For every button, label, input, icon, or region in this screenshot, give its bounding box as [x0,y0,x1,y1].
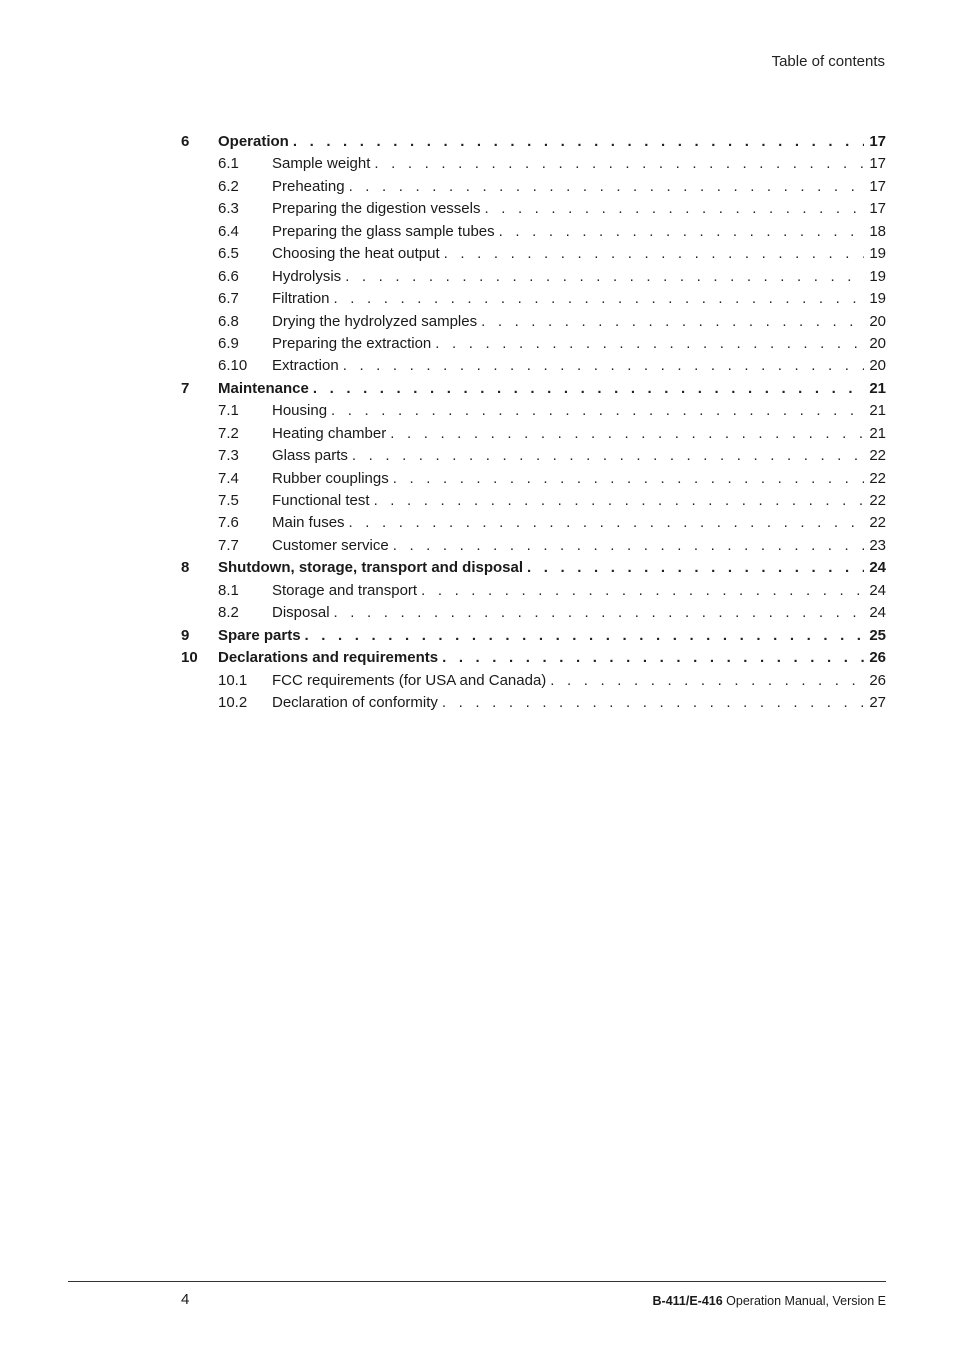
toc-entry-page: 23 [869,536,886,554]
toc-section-row[interactable] [181,692,886,714]
toc-entry-page: 17 [869,133,886,150]
toc-dot-leader [435,333,864,355]
toc-chapter-row[interactable] [181,625,886,647]
toc-section-row[interactable] [181,423,886,445]
toc-entry-number: 7.4 [218,469,239,487]
toc-entry-page: 22 [869,492,886,509]
toc-entry-number: 7.1 [218,402,239,420]
toc-section-row[interactable] [181,266,886,288]
toc-dot-leader [374,153,864,175]
toc-entry-number: 10.2 [218,693,248,711]
toc-entry-number: 6.10 [218,357,248,375]
toc-section-row[interactable] [181,243,886,265]
toc-section-row[interactable] [181,333,886,355]
toc-entry-page: 19 [869,290,886,308]
toc-entry-page: 21 [869,424,886,442]
toc-entry-page: 22 [869,514,886,532]
toc-section-row[interactable] [181,198,886,220]
toc-section-row[interactable] [181,535,886,557]
toc-section-row[interactable] [181,288,886,310]
toc-entry-page: 19 [869,267,886,285]
toc-entry-number: 6.2 [218,177,239,195]
toc-dot-leader [442,692,864,714]
toc-entry-title: Sample weight [272,155,371,173]
toc-dot-leader [345,266,864,288]
toc-entry-page: 21 [869,402,886,420]
toc-dot-leader [331,400,864,422]
toc-entry-number: 6.1 [218,155,239,173]
toc-entry-title: Preparing the digestion vessels [272,200,481,218]
toc-section-row[interactable] [181,580,886,602]
toc-dot-leader [499,221,864,243]
toc-entry-number: 6.7 [218,290,239,308]
toc-dot-leader [484,198,864,220]
toc-dot-leader [334,288,864,310]
toc-section-row[interactable] [181,221,886,243]
toc-entry-title: FCC requirements (for USA and Canada) [272,671,547,689]
toc-dot-leader [334,602,864,624]
toc-entry-number: 10.1 [218,671,248,689]
footer-divider [68,1281,886,1282]
table-of-contents [181,131,886,714]
toc-entry-title: Main fuses [272,514,345,532]
toc-entry-title: Heating chamber [272,424,387,442]
toc-entry-title: Extraction [272,357,339,375]
footer-model: B-411/E-416 [652,1294,723,1308]
toc-dot-leader [343,355,864,377]
toc-chapter-row[interactable] [181,378,886,400]
toc-dot-leader [390,423,864,445]
toc-entry-number: 6.9 [218,334,239,352]
toc-entry-number: 8 [181,559,190,577]
toc-entry-title: Preheating [272,177,345,195]
toc-entry-title: Declarations and requirements [218,649,439,667]
toc-dot-leader [293,131,864,153]
toc-entry-title: Maintenance [218,379,309,397]
toc-entry-page: 24 [869,559,886,577]
toc-entry-page: 18 [869,222,886,240]
toc-dot-leader [527,557,864,579]
footer-manual-text: Operation Manual, Version E [722,1294,886,1308]
toc-entry-number: 8.2 [218,604,239,622]
toc-entry-page: 17 [869,200,886,218]
toc-entry-number: 7.5 [218,492,239,509]
toc-section-row[interactable] [181,400,886,422]
toc-entry-page: 22 [869,447,886,465]
toc-entry-number: 6.4 [218,222,239,240]
toc-entry-number: 6.6 [218,267,239,285]
toc-entry-number: 7.6 [218,514,239,532]
toc-entry-title: Drying the hydrolyzed samples [272,312,478,330]
toc-entry-number: 6 [181,133,190,150]
toc-entry-number: 6.5 [218,245,239,263]
toc-entry-page: 19 [869,245,886,263]
footer-manual-title [653,1294,886,1308]
toc-entry-page: 24 [869,604,886,622]
toc-section-row[interactable] [181,670,886,692]
toc-section-row[interactable] [181,468,886,490]
toc-entry-title: Choosing the heat output [272,245,440,263]
toc-entry-page: 26 [869,671,886,689]
toc-section-row[interactable] [181,153,886,175]
toc-entry-number: 7.7 [218,536,239,554]
running-header-title: Table of contents [771,53,885,70]
toc-dot-leader [313,378,864,400]
toc-entry-page: 24 [869,581,886,599]
toc-section-row[interactable] [181,490,886,512]
toc-entry-title: Rubber couplings [272,469,389,487]
toc-dot-leader [305,625,864,647]
toc-entry-title: Customer service [272,536,389,554]
toc-section-row[interactable] [181,355,886,377]
toc-entry-page: 27 [869,693,886,711]
toc-entry-title: Shutdown, storage, transport and disposal [218,559,524,577]
toc-chapter-row[interactable] [181,647,886,669]
toc-entry-number: 6.8 [218,312,239,330]
footer-page-number: 4 [181,1291,190,1308]
toc-entry-page: 20 [869,334,886,352]
toc-entry-page: 20 [869,312,886,330]
toc-section-row[interactable] [181,445,886,467]
toc-entry-number: 6.3 [218,200,239,218]
toc-entry-title: Spare parts [218,626,301,644]
toc-dot-leader [442,647,864,669]
toc-entry-title: Declaration of conformity [272,693,438,711]
toc-entry-page: 20 [869,357,886,375]
toc-entry-number: 7.2 [218,424,239,442]
toc-section-row[interactable] [181,602,886,624]
toc-entry-title: Filtration [272,290,330,308]
toc-section-row[interactable] [181,311,886,333]
toc-entry-title: Storage and transport [272,581,418,599]
toc-dot-leader [550,670,864,692]
toc-entry-page: 25 [869,626,886,644]
toc-entry-page: 17 [869,177,886,195]
toc-entry-title: Functional test [272,492,370,509]
toc-entry-page: 26 [869,649,886,667]
toc-dot-leader [349,176,864,198]
toc-entry-title: Preparing the glass sample tubes [272,222,495,240]
toc-entry-title: Hydrolysis [272,267,342,285]
toc-entry-title: Operation [218,133,289,150]
toc-dot-leader [421,580,864,602]
toc-dot-leader [374,490,864,512]
toc-dot-leader [481,311,864,333]
toc-entry-title: Preparing the extraction [272,334,432,352]
toc-entry-title: Disposal [272,604,330,622]
toc-dot-leader [444,243,864,265]
toc-entry-title: Glass parts [272,447,348,465]
toc-dot-leader [393,468,864,490]
toc-entry-number: 7.3 [218,447,239,465]
toc-entry-number: 8.1 [218,581,239,599]
toc-entry-number: 7 [181,379,190,397]
toc-entry-title: Housing [272,402,328,420]
toc-entry-page: 22 [869,469,886,487]
toc-section-row[interactable] [181,512,886,534]
toc-dot-leader [349,512,864,534]
toc-section-row[interactable] [181,176,886,198]
toc-dot-leader [352,445,864,467]
toc-entry-number: 10 [181,649,198,667]
toc-entry-number: 9 [181,626,190,644]
toc-chapter-row[interactable] [181,557,886,579]
toc-dot-leader [393,535,864,557]
toc-entry-page: 21 [869,379,886,397]
toc-entry-page: 17 [869,155,886,173]
toc-chapter-row[interactable] [181,131,886,153]
